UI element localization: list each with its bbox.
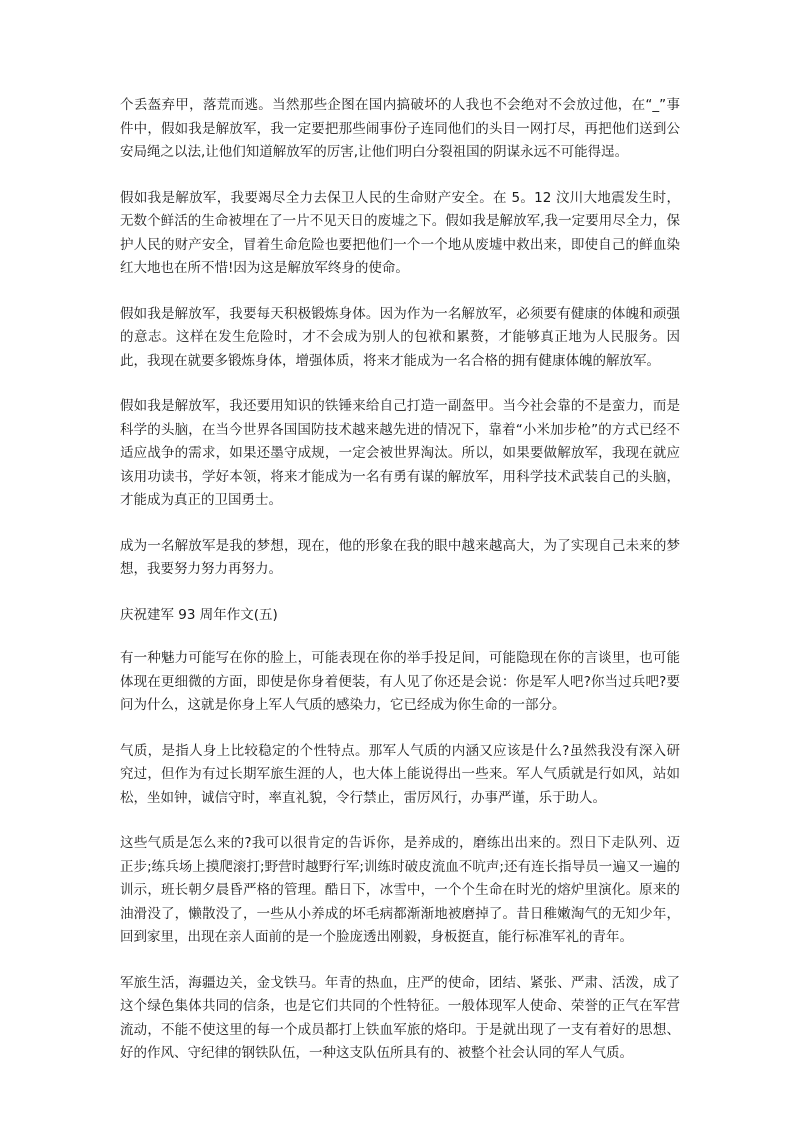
paragraph: 假如我是解放军，我还要用知识的铁锤来给自己打造一副盔甲。当今社会靠的不是蛮力，而是科学的头脑，在当今世界各国国防技术越来越先进的情况下，靠着“小米加步枪”的方式已经不适应战争的需求，如果还墨守成规，一定会被世界淘汰。所以，如果要做解放军，我现在就应该用功读书，学好本领，将来才能成为一名有勇有谋的解放军，用科学技术武装自己的头脑，才能成为真正的卫国勇士。 xyxy=(120,398,680,508)
paragraph: 假如我是解放军，我要竭尽全力去保卫人民的生命财产安全。在 5。12 汶川大地震发生时，无数个鲜活的生命被埋在了一片不见天日的废墟之下。假如我是解放军,我一定要用尽全力，保护人民的财产安全，冒着生命危险也要把他们一个一个地从废墟中救出来，即使自己的鲜血染红大地也在所不惜!因为这是解放军终身的使命。 xyxy=(120,189,680,276)
section-heading: 庆祝建军 93 周年作文(五) xyxy=(120,606,278,623)
paragraph: 假如我是解放军，我要每天积极锻炼身体。因为作为一名解放军，必须要有健康的体魄和顽强的意志。这样在发生危险时，才不会成为别人的包袱和累赘，才能够真正地为人民服务。因此，我现在就要多锻炼身体，增强体质，将来才能成为一名合格的拥有健康体魄的解放军。 xyxy=(120,305,680,369)
paragraph: 个丢盔弃甲，落荒而逃。当然那些企图在国内搞破坏的人我也不会绝对不会放过他，在“_”事件中，假如我是解放军，我一定要把那些闹事份子连同他们的头目一网打尽，再把他们送到公安局绳之以法,让他们知道解放军的厉害,让他们明白分裂祖国的阴谋永远不可能得逞。 xyxy=(120,97,680,160)
paragraph: 气质，是指人身上比较稳定的个性特点。那军人气质的内涵又应该是什么?虽然我没有深入研究过，但作为有过长期军旅生涯的人，也大体上能说得出一些来。军人气质就是行如风，站如松，坐如钟，诚信守时，率直礼貌，令行禁止，雷厉风行，办事严谨，乐于助人。 xyxy=(120,742,680,806)
paragraph: 有一种魅力可能写在你的脸上，可能表现在你的举手投足间，可能隐现在你的言谈里，也可能体现在更细微的方面，即使是你身着便装，有人见了你还是会说：你是军人吧?你当过兵吧?要问为什么，这就是你身上军人气质的感染力，它已经成为你生命的一部分。 xyxy=(120,650,680,713)
paragraph: 成为一名解放军是我的梦想，现在，他的形象在我的眼中越来越高大，为了实现自己未来的梦想，我要努力努力再努力。 xyxy=(120,537,680,577)
paragraph: 这些气质是怎么来的?我可以很肯定的告诉你，是养成的，磨练出出来的。烈日下走队列、迈正步;练兵场上摸爬滚打;野营时越野行军;训练时破皮流血不吭声;还有连长指导员一遍又一遍的训示，班长朝夕晨昏严格的管理。酷日下，冰雪中，一个个生命在时光的熔炉里演化。原来的油滑没了，懒散没了，一些从小养成的坏毛病都渐渐地被磨掉了。昔日稚嫩淘气的无知少年，回到家里，出现在亲人面前的是一个脸庞透出刚毅，身板挺直，能行标准军礼的青年。 xyxy=(120,835,680,945)
paragraph: 军旅生活，海疆边关，金戈铁马。年青的热血，庄严的使命，团结、紧张、严肃、活泼，成了这个绿色集体共同的信条，也是它们共同的个性特征。一般体现军人使命、荣誉的正气在军营流动，不能不使这里的每一个成员都打上铁血军旅的烙印。于是就出现了一支有着好的思想、好的作风、守纪律的钢铁队伍，一种这支队伍所具有的、被整个社会认同的军人气质。 xyxy=(120,974,680,1061)
document-body xyxy=(120,94,680,1088)
